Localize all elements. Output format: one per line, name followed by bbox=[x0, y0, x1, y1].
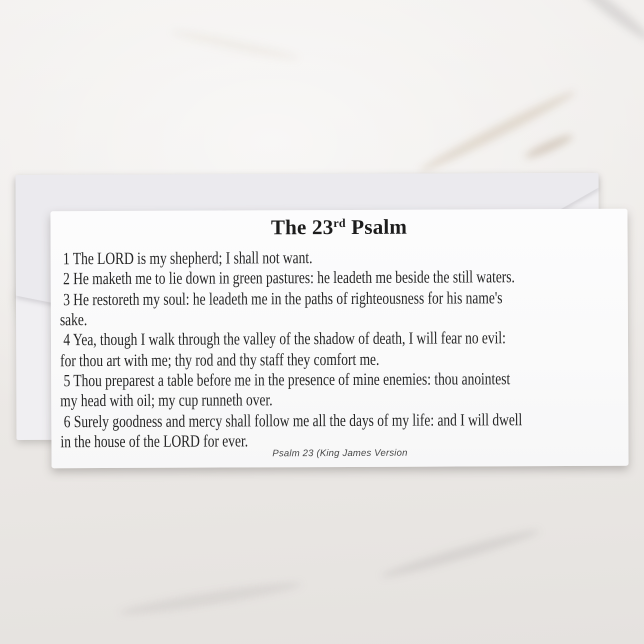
title-suffix: Psalm bbox=[345, 214, 408, 239]
title-ordinal-superscript: rd bbox=[333, 215, 346, 231]
marble-vein bbox=[417, 87, 578, 176]
card-title bbox=[50, 213, 627, 245]
marble-vein bbox=[567, 0, 644, 44]
psalm-card bbox=[50, 209, 628, 469]
marble-vein bbox=[170, 27, 299, 64]
psalm-line: 3 He restoreth my soul: he leadeth me in the paths of righteousness for his name's bbox=[59, 287, 503, 309]
psalm-line: for thou art with me; thy rod and thy staff they comfort me. bbox=[60, 349, 380, 370]
psalm-line: in the house of the LORD for ever. bbox=[60, 431, 249, 452]
marble-vein bbox=[380, 525, 542, 581]
marble-vein bbox=[523, 132, 574, 161]
psalm-line: my head with oil; my cup runneth over. bbox=[60, 390, 273, 411]
marble-vein bbox=[118, 578, 303, 620]
psalm-body bbox=[60, 247, 609, 455]
psalm-line: 4 Yea, though I walk through the valley of the shadow of death, I will fear no evil: bbox=[59, 328, 506, 350]
psalm-text-block bbox=[60, 247, 609, 453]
attribution-text: Psalm 23 (King James Version bbox=[272, 447, 408, 460]
title-prefix: The 23 bbox=[270, 215, 334, 240]
psalm-line: sake. bbox=[59, 310, 88, 330]
psalm-line: 1 The LORD is my shepherd; I shall not want. bbox=[59, 248, 313, 269]
psalm-line: 2 He maketh me to lie down in green pastures: he leadeth me beside the still waters. bbox=[59, 267, 515, 289]
psalm-line: 6 Surely goodness and mercy shall follow me all the days of my life: and I will dwell bbox=[60, 409, 523, 431]
psalm-line: 5 Thou preparest a table before me in the presence of mine enemies: thou anointest bbox=[60, 369, 511, 391]
